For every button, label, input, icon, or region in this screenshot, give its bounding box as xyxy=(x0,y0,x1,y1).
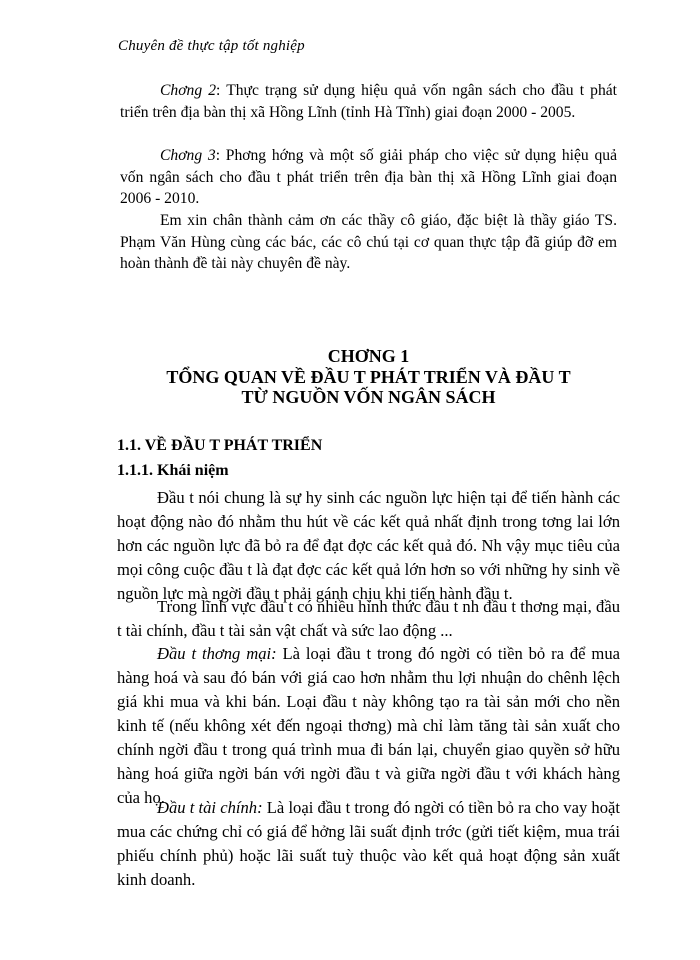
chapter-title-line1: TỔNG QUAN VỀ ĐẦU T PHÁT TRIỂN VÀ ĐẦU T xyxy=(166,367,571,387)
financial-investment-label: Đầu t tài chính: xyxy=(157,798,263,817)
section-heading: 1.1. VỀ ĐẦU T PHÁT TRIỂN xyxy=(117,437,323,454)
chapter3-text: : Phơng hớng và một số giải pháp cho việc sử dụng hiệu quả vốn ngân sách cho đầu t phát triển trên địa bàn thị xã Hồng Lĩnh giai đoạn 2006 - 2010. xyxy=(120,147,617,207)
chapter2-label: Chơng 2 xyxy=(160,82,217,99)
commercial-investment-paragraph xyxy=(117,642,620,810)
subsection-heading: 1.1.1. Khái niệm xyxy=(117,462,229,479)
chapter-title-line2: TỪ NGUỒN VỐN NGÂN SÁCH xyxy=(241,387,496,407)
chapter-number: CHƠNG 1 xyxy=(327,346,410,366)
investment-forms-paragraph: Trong lĩnh vực đầu t có nhiều hình thức đầu t nh đầu t thơng mại, đầu t tài chính, đầu t tài sản vật chất và sức lao động ... xyxy=(117,597,620,640)
commercial-investment-text: Là loại đầu t trong đó ngời có tiền bỏ ra để mua hàng hoá và sau đó bán với giá cao hơn nhằm thu lợi nhuận do chênh lệch giá khi mua và khi bán. Loại đầu t này không tạo ra tài sản mới cho nền kinh tế (nếu không xét đến ngoại thơng) mà chỉ làm tăng tài sản xuất cho chính ngời đầu t trong quá trình mua đi bán lại, chuyển giao quyền sở hữu hàng hoá giữa ngời bán với ngời đầu t và giữa ngời đầu t với khách hàng của họ. xyxy=(117,644,621,807)
financial-investment-paragraph xyxy=(117,796,620,892)
chapter2-text: : Thực trạng sử dụng hiệu quả vốn ngân sách cho đầu t phát triển trên địa bàn thị xã Hồng Lĩnh (tỉnh Hà Tĩnh) giai đoạn 2000 - 2005. xyxy=(120,82,618,121)
page-header: Chuyên đề thực tập tốt nghiệp xyxy=(118,38,305,54)
commercial-investment-label: Đầu t thơng mại: xyxy=(157,644,277,663)
acknowledgement-paragraph: Em xin chân thành cảm ơn các thầy cô giáo, đặc biệt là thầy giáo TS. Phạm Văn Hùng cùng các bác, các cô chú tại cơ quan thực tập đã giúp đỡ em hoàn thành đề tài này chuyên đề này. xyxy=(120,212,617,272)
chapter2-summary xyxy=(120,80,617,123)
chapter3-summary xyxy=(120,145,617,210)
financial-investment-text: Là loại đầu t trong đó ngời có tiền bỏ ra cho vay hoặt mua các chứng chỉ có giá để hởng lãi suất định trớc (gửi tiết kiệm, mua trái phiếu chính phủ) hoặc lãi suất tuỳ thuộc vào kết quả hoạt động sản xuất kinh doanh. xyxy=(117,798,621,889)
definition-paragraph: Đầu t nói chung là sự hy sinh các nguồn lực hiện tại để tiến hành các hoạt động nào đó nhằm thu hút về các kết quả nhất định trong tơng lai lớn hơn các nguồn lực đã bỏ ra để đạt đợc các kết quả đó. Nh vậy mục tiêu của mọi công cuộc đầu t là đạt đợc các kết quả lớn hơn so với những hy sinh về nguồn lực mà ngời đầu t phải gánh chịu khi tiến hành đầu t. xyxy=(117,488,620,603)
chapter3-label: Chơng 3 xyxy=(160,147,216,164)
